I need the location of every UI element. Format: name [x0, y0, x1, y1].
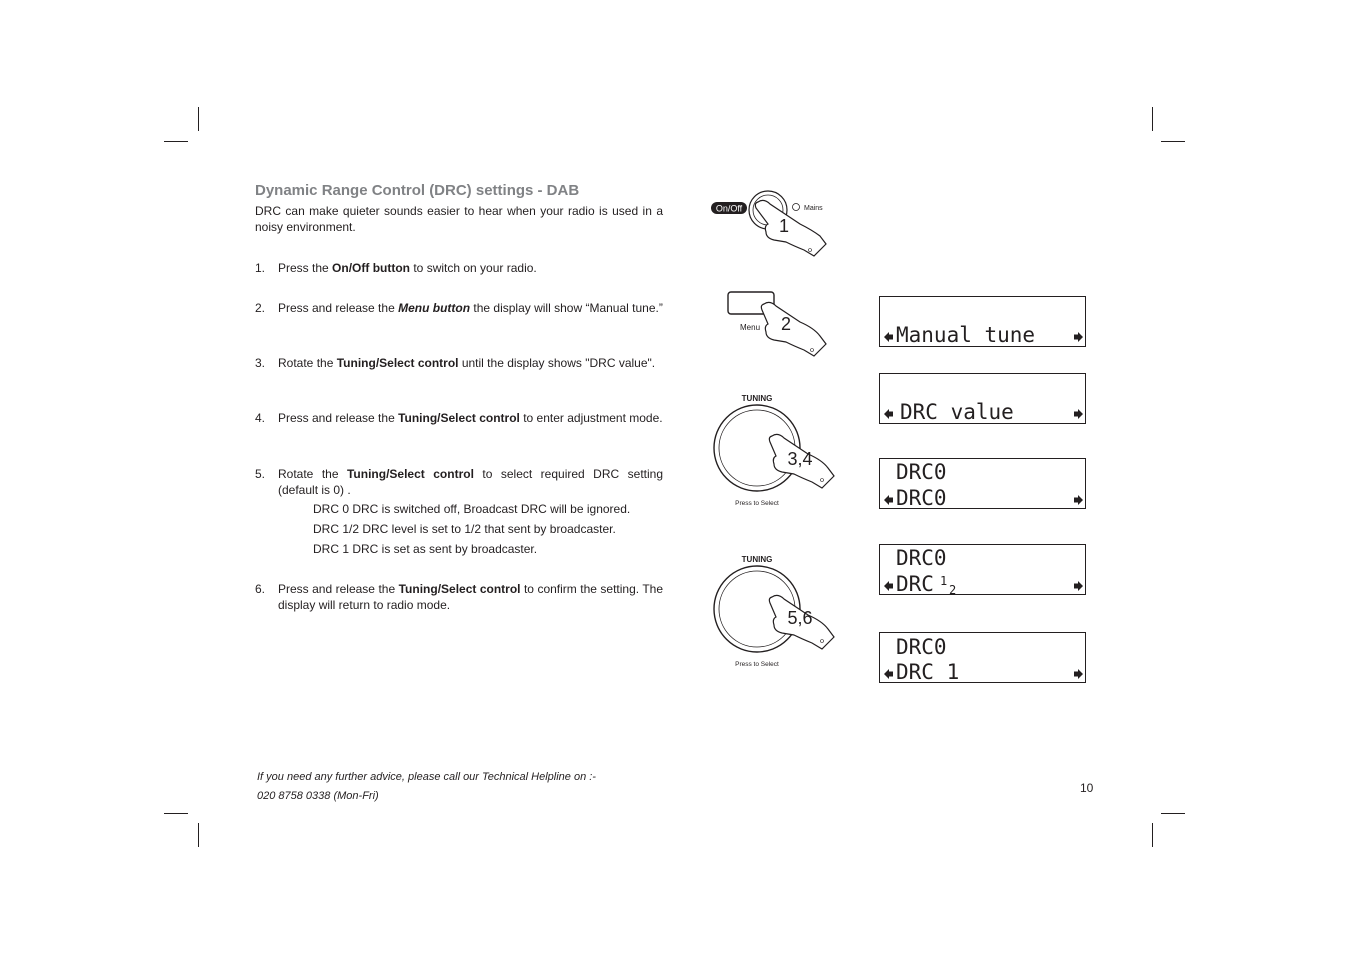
- menu-label: Menu: [740, 323, 761, 332]
- drc-option-1: DRC 1 DRC is set as sent by broadcaster.: [313, 542, 538, 556]
- step-badge-34: 3,4: [787, 449, 813, 469]
- control-name: Tuning/Select control: [336, 356, 459, 370]
- left-arrow-icon: [884, 581, 893, 591]
- step-badge-56: 5,6: [787, 608, 813, 628]
- tuning-knob-illustration-34: [708, 390, 840, 510]
- right-arrow-icon: [1074, 669, 1083, 679]
- step-badge-1: 1: [778, 216, 790, 236]
- lcd-display-drc-half: [879, 544, 1086, 595]
- lcd-line-1: DRC0: [896, 460, 947, 484]
- lcd-fraction-numerator: 1: [940, 574, 948, 588]
- section-title: Dynamic Range Control (DRC) settings - DAB: [255, 182, 580, 199]
- crop-mark: [164, 141, 188, 142]
- lcd-line-2: DRC value: [900, 400, 1014, 424]
- lcd-fraction-denominator: 2: [949, 583, 957, 596]
- right-arrow-icon: [1074, 495, 1083, 505]
- step-number: 3.: [255, 356, 266, 370]
- step-number: 5.: [255, 467, 266, 481]
- tuning-label: TUNING: [741, 394, 773, 403]
- drc-option-half: DRC 1/2 DRC level is set to 1/2 that sent by broadcaster.: [313, 522, 616, 536]
- onoff-button-illustration: [708, 188, 838, 260]
- right-arrow-icon: [1074, 332, 1083, 342]
- step-badge-2: 2: [780, 314, 792, 334]
- lcd-line-2: DRC 1: [896, 660, 960, 684]
- lcd-line-1: DRC0: [896, 546, 947, 570]
- step-1: 1. Press the On/Off button to switch on your radio.: [255, 261, 537, 275]
- intro-paragraph: DRC can make quieter sounds easier to hear when your radio is used in a noisy environment.: [255, 204, 663, 234]
- press-to-select-label: Press to Select: [735, 661, 779, 668]
- lcd-line-2: DRC0: [896, 486, 947, 510]
- drc-option-0: DRC 0 DRC is switched off, Broadcast DRC will be ignored.: [313, 502, 631, 516]
- crop-mark: [1152, 823, 1153, 847]
- mains-label: Mains: [804, 205, 823, 212]
- tuning-knob-illustration-56: [708, 551, 840, 671]
- crop-mark: [164, 813, 188, 814]
- step-6: 6. Press and release the Tuning/Select control to confirm the setting. The display will return to radio mode.: [255, 582, 664, 612]
- left-arrow-icon: [884, 332, 893, 342]
- lcd-line-1: DRC0: [896, 635, 947, 659]
- control-name: Tuning/Select control: [398, 411, 520, 425]
- lcd-display-drc-value: [879, 373, 1086, 424]
- control-name: Menu button: [398, 301, 471, 315]
- press-to-select-label: Press to Select: [735, 500, 779, 507]
- step-number: 1.: [255, 261, 266, 275]
- crop-mark: [198, 107, 199, 131]
- crop-mark: [1152, 107, 1153, 131]
- step-number: 2.: [255, 301, 266, 315]
- mains-indicator-icon: [793, 204, 800, 211]
- left-arrow-icon: [884, 669, 893, 679]
- helpline-text: If you need any further advice, please call our Technical Helpline on :-: [257, 771, 596, 783]
- lcd-line-2: DRC: [896, 572, 934, 596]
- step-2: 2. Press and release the Menu button the display will show “Manual tune.”: [255, 301, 663, 315]
- control-name: Tuning/Select control: [398, 582, 521, 596]
- lcd-line-2: Manual tune: [896, 323, 1036, 347]
- instructions-column: [255, 182, 664, 612]
- lcd-display-manual-tune: [879, 296, 1086, 347]
- control-name: On/Off button: [332, 261, 411, 275]
- step-3: 3. Rotate the Tuning/Select control until the display shows "DRC value".: [255, 356, 656, 370]
- step-number: 4.: [255, 411, 266, 425]
- pointing-hand-icon: [761, 302, 826, 356]
- left-arrow-icon: [884, 495, 893, 505]
- crop-mark: [198, 823, 199, 847]
- crop-mark: [1161, 141, 1185, 142]
- page-number: 10: [1080, 781, 1094, 795]
- menu-button-illustration: [722, 288, 832, 360]
- tuning-label: TUNING: [741, 555, 773, 564]
- step-number: 6.: [255, 582, 266, 596]
- right-arrow-icon: [1074, 581, 1083, 591]
- onoff-label: On/Off: [715, 203, 743, 214]
- left-arrow-icon: [884, 409, 893, 419]
- helpline-footer: [257, 768, 596, 806]
- crop-mark: [1161, 813, 1185, 814]
- control-name: Tuning/Select control: [346, 467, 474, 481]
- lcd-display-drc0: [879, 458, 1086, 509]
- right-arrow-icon: [1074, 409, 1083, 419]
- step-5: 5. Rotate the Tuning/Select control to select required DRC setting (default is 0) .: [255, 467, 663, 497]
- helpline-number: 020 8758 0338 (Mon-Fri): [257, 790, 379, 802]
- lcd-display-drc1: [879, 632, 1086, 683]
- step-4: 4. Press and release the Tuning/Select control to enter adjustment mode.: [255, 411, 663, 425]
